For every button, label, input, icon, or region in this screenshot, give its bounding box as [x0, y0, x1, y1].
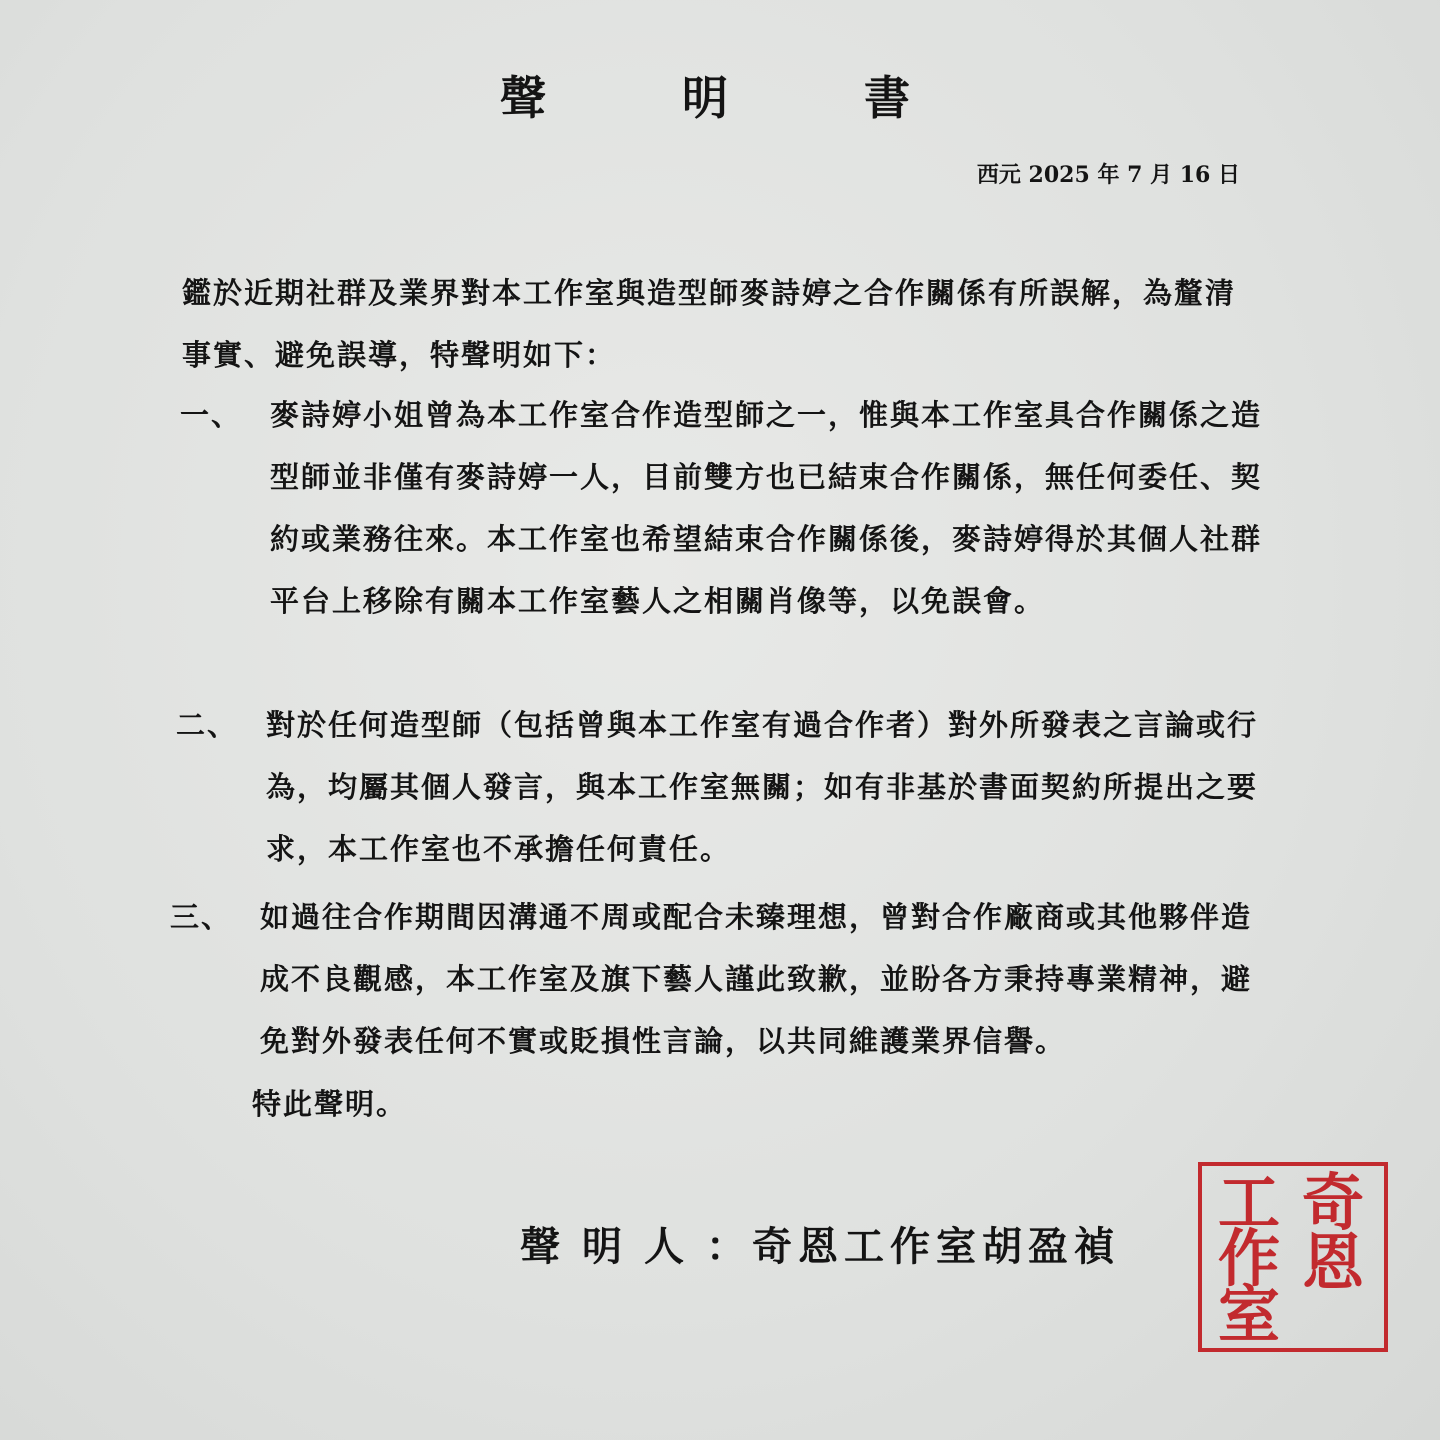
- item-number: 一、: [180, 398, 243, 432]
- signer-name: 奇恩工作室胡盈禎: [752, 1223, 1120, 1270]
- document-date: 西元 2025 年 7 月 16 日: [976, 162, 1240, 188]
- signer-separator: ：: [706, 1223, 752, 1270]
- item-text: 麥詩婷小姐曾為本工作室合作造型師之一，惟與本工作室具合作關係之造型師並非僅有麥詩婷一人，目前雙方也已結束合作關係，無任何委任、契約或業務往來。本工作室也希望結束合作關係後，麥詩婷得於其個人社群平台上移除有關本工作室藝人之相關肖像等，以免誤會。: [270, 398, 1263, 618]
- item-number: 三、: [170, 900, 233, 934]
- intro-paragraph: 鑑於近期社群及業界對本工作室與造型師麥詩婷之合作關係有所誤解，為釐清事實、避免誤導，特聲明如下：: [182, 276, 1237, 372]
- signer-label: 聲明人: [520, 1223, 706, 1270]
- seal-char: 奇: [1302, 1166, 1365, 1239]
- seal-char: 室: [1218, 1278, 1281, 1351]
- document-title: 聲 明 書: [499, 71, 971, 125]
- company-seal-stamp: [1198, 1162, 1388, 1352]
- seal-char: 恩: [1302, 1226, 1365, 1299]
- item-number: 二、: [176, 708, 239, 742]
- seal-char: 作: [1218, 1222, 1281, 1295]
- closing-line: 特此聲明。: [252, 1087, 408, 1121]
- signer-line: [520, 1215, 1120, 1272]
- seal-char: 工: [1218, 1166, 1281, 1239]
- item-text: 如過往合作期間因溝通不周或配合未臻理想，曾對合作廠商或其他夥伴造成不良觀感，本工作室及旗下藝人謹此致歉，並盼各方秉持專業精神，避免對外發表任何不實或貶損性言論，以共同維護業界信譽。: [260, 900, 1253, 1058]
- item-text: 對於任何造型師（包括曾與本工作室有過合作者）對外所發表之言論或行為，均屬其個人發言，與本工作室無關；如有非基於書面契約所提出之要求，本工作室也不承擔任何責任。: [266, 708, 1259, 866]
